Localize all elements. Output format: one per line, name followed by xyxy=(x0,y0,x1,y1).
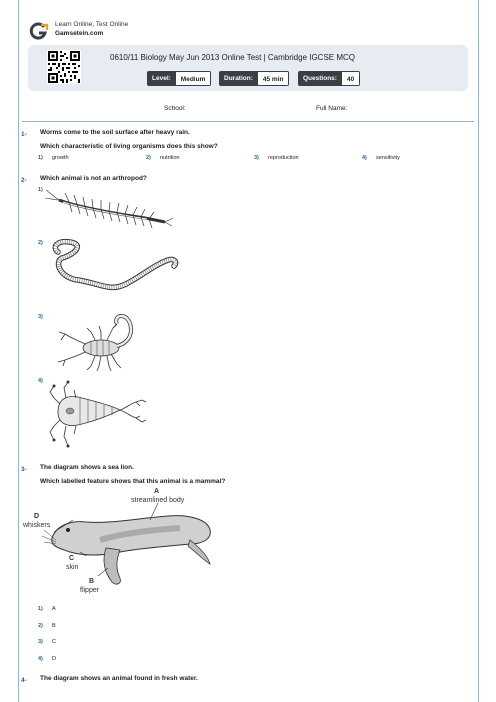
q2-option-3-number[interactable]: 3) xyxy=(38,314,43,320)
school-label: School: xyxy=(164,105,186,112)
label-d-text: whiskers xyxy=(23,522,51,529)
scorpion-image[interactable] xyxy=(55,312,155,372)
header-divider xyxy=(22,121,474,122)
q2-option-2-number[interactable]: 2) xyxy=(38,240,43,246)
crustacean-image[interactable] xyxy=(46,378,156,450)
q3-option-3-number[interactable]: 3) xyxy=(38,639,43,645)
question-4-number: 4- xyxy=(21,677,27,684)
level-label: Level: xyxy=(147,71,176,86)
worm-image[interactable] xyxy=(50,238,180,300)
q3-option-4-text[interactable]: D xyxy=(52,656,56,662)
q3-option-4-number[interactable]: 4) xyxy=(38,656,43,662)
page-border-right xyxy=(478,0,479,702)
q1-option-2-number[interactable]: 2) xyxy=(146,155,151,161)
q1-option-1-text[interactable]: growth xyxy=(52,155,69,161)
q3-option-2-number[interactable]: 2) xyxy=(38,623,43,629)
q1-option-2-text[interactable]: nutrition xyxy=(160,155,180,161)
sea-lion-image xyxy=(40,490,220,600)
question-3-text-line-2: Which labelled feature shows that this animal is a mammal? xyxy=(40,478,226,485)
q3-option-3-text[interactable]: C xyxy=(52,639,56,645)
label-b-text: flipper xyxy=(80,587,100,594)
q1-option-3-number[interactable]: 3) xyxy=(254,155,259,161)
level-value: Medium xyxy=(176,71,212,86)
duration-label: Duration: xyxy=(219,71,258,86)
question-3-number: 3- xyxy=(21,466,27,473)
label-d-letter: D xyxy=(34,513,40,520)
question-2-number: 2- xyxy=(21,177,27,184)
label-c-letter: C xyxy=(69,555,75,562)
label-a-text: streamlined body xyxy=(131,497,185,504)
question-1-number: 1- xyxy=(21,131,27,138)
label-a-letter: A xyxy=(154,488,160,495)
q3-option-2-text[interactable]: B xyxy=(52,623,56,629)
questions-badge xyxy=(298,71,360,86)
q1-option-3-text[interactable]: reproduction xyxy=(268,155,299,161)
question-2-text: Which animal is not an arthropod? xyxy=(40,175,147,182)
qr-code-icon xyxy=(47,50,81,84)
duration-value: 45 min xyxy=(258,71,290,86)
brand-site[interactable]: Gamsetein.com xyxy=(55,30,104,37)
fullname-label: Full Name: xyxy=(316,105,348,112)
centipede-image[interactable] xyxy=(45,188,175,230)
question-1-text-line-2: Which characteristic of living organisms does this show? xyxy=(40,143,218,150)
questions-label: Questions: xyxy=(298,71,342,86)
page-border-left xyxy=(18,0,19,702)
q2-option-4-number[interactable]: 4) xyxy=(38,378,43,384)
q3-option-1-number[interactable]: 1) xyxy=(38,606,43,612)
question-1-text-line-1: Worms come to the soil surface after heavy rain. xyxy=(40,129,190,136)
duration-badge xyxy=(219,71,289,86)
level-badge xyxy=(147,71,211,86)
q1-option-4-number[interactable]: 4) xyxy=(362,155,367,161)
label-b-letter: B xyxy=(89,578,95,585)
question-4-text: The diagram shows an animal found in fresh water. xyxy=(40,675,198,682)
q2-option-1-number[interactable]: 1) xyxy=(38,187,43,193)
q3-option-1-text[interactable]: A xyxy=(52,606,56,612)
brand-tagline: Learn Online, Test Online xyxy=(55,21,129,28)
gamsetein-logo-icon xyxy=(30,23,48,39)
question-3-text-line-1: The diagram shows a sea lion. xyxy=(40,464,134,471)
label-c-text: skin xyxy=(66,564,79,571)
q1-option-4-text[interactable]: sensitivity xyxy=(376,155,400,161)
test-title: 0610/11 Biology May Jun 2013 Online Test | Cambridge IGCSE MCQ xyxy=(110,53,356,62)
questions-value: 40 xyxy=(342,71,360,86)
q1-option-1-number[interactable]: 1) xyxy=(38,155,43,161)
